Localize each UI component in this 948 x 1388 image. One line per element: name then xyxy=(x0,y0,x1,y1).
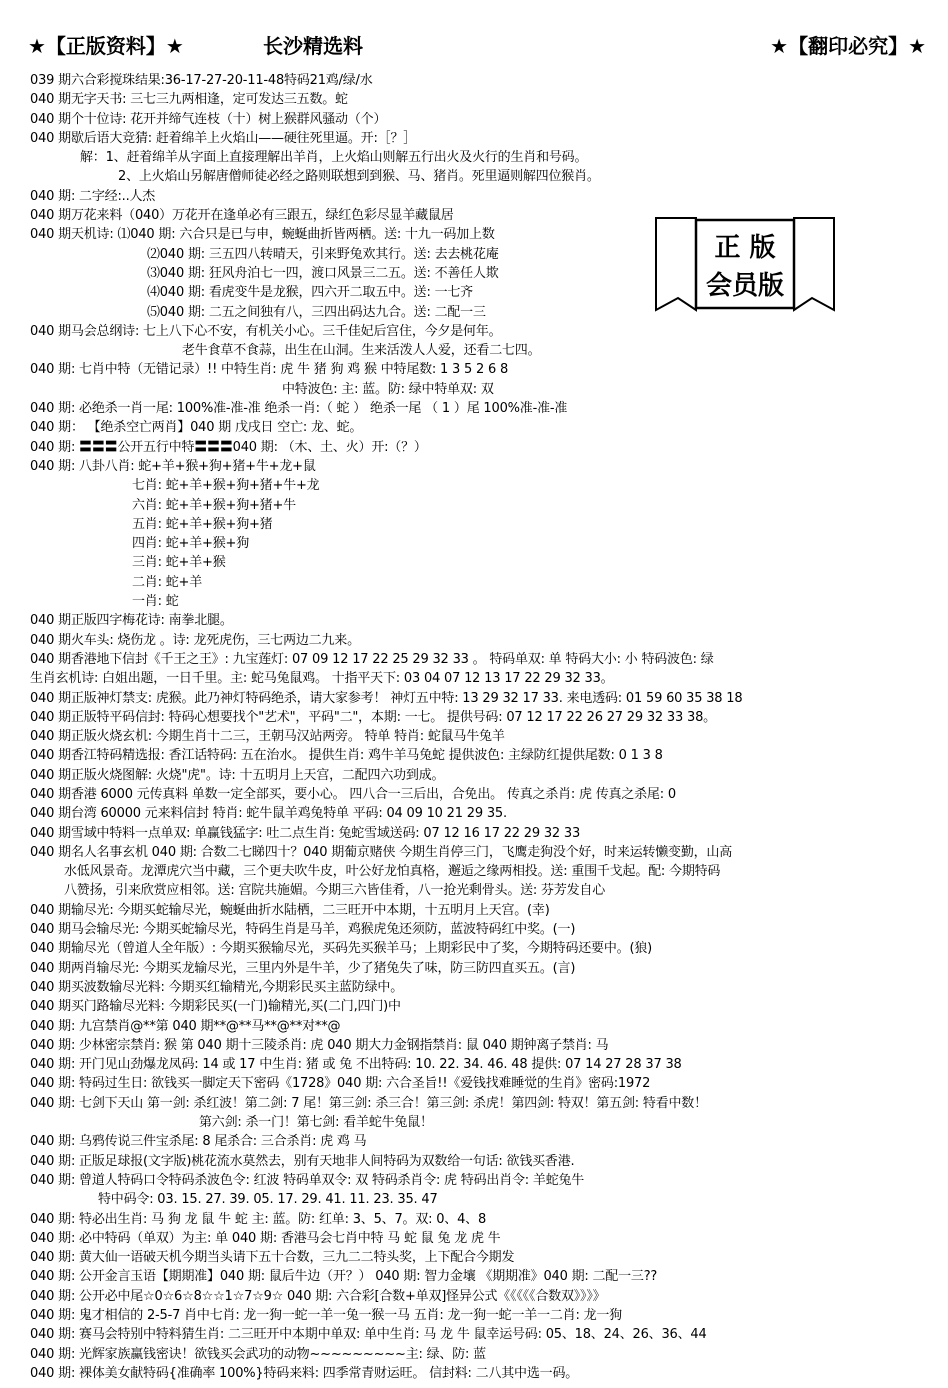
text-line: 040 期: 鬼才相信的 2-5-7 肖中七肖: 龙一狗一蛇一羊一兔一猴一马 五肖: 龙一狗一蛇一羊一二肖: 龙一狗 xyxy=(30,1308,622,1323)
text-line: 040 期: 少林密宗禁肖: 猴 第 040 期十三陵杀肖: 虎 040 期大力金钢指禁肖: 鼠 040 期钟离子禁肖: 马 xyxy=(30,1037,609,1053)
text-line: 040 期雪域中特料一点单双: 单赢钱猛字: 吐二点生肖: 兔蛇雪域送码: 07 12 16 17 22 29 32 33 xyxy=(30,825,581,841)
text-line: ⑵040 期: 三五四八转晴天，引来野兔欢其行。送: 去去桃花庵 xyxy=(147,246,499,262)
text-line: ⑷040 期: 看虎变牛是龙猴，四六开二取五中。送: 一七齐 xyxy=(147,285,473,301)
text-line: 040 期: 七剑下天山 第一剑: 杀红波！第二剑: 7 尾！第三剑: 杀三合！第三剑: 杀虎！第四剑: 特双！第五剑: 特看中数！ xyxy=(30,1095,707,1111)
text-line: 040 期: 黄大仙一语破天机今期当头请下五十合数，三九二二特头奖，上下配合今期发 xyxy=(30,1250,515,1266)
text-line: 中特波色: 主: 蓝。防: 绿中特单双: 双 xyxy=(282,381,494,397)
text-line: 040 期: 赛马会特别中特料猜生肖: 二三旺开中本期中单双: 单中生肖: 马 龙 牛 鼠幸运号码: 05、18、24、26、36、44 xyxy=(30,1327,707,1343)
text-line: 040 期名人名事玄机 040 期: 合数二七睇四十？040 期葡京赌侠 今期生肖停三门，飞鹰走狗没个好，时来运转懒变勤，山高 xyxy=(30,844,733,860)
text-line: 040 期正版火烧图解: 火烧"虎"。诗: 十五明月上天宫，二配四六功到成。 xyxy=(30,767,445,783)
text-line: 040 期: 开门见山劲爆龙凤码: 14 或 17 中生肖: 猪 或 兔 不出特码: 10. 22. 34. 46. 48 提供: 07 14 27 28 37 38 xyxy=(30,1057,682,1073)
banner-line1: 正 版 xyxy=(714,233,776,263)
text-line: 040 期无字天书: 三七三九两相逢，定可发达三五数。蛇 xyxy=(30,92,348,108)
text-line: 040 期： 【绝杀空亡两肖】040 期 戊戌日 空亡: 龙、蛇。 xyxy=(30,420,363,436)
text-line: 040 期香港 6000 元传真料 单数一定全部买，要小心。 四八合一三后出，合免出。 传真之杀肖: 虎 传真之杀尾: 0 xyxy=(30,786,676,802)
text-line: 解：1、赶着绵羊从字面上直接理解出羊肖，上火焰山则解五行出火及火行的生肖和号码。 xyxy=(80,150,588,166)
member-edition-banner xyxy=(650,210,840,318)
text-line: 040 期正版神灯禁支: 虎猴。此乃神灯特码绝杀，请大家参考！ 神灯五中特: 13 29 32 17 33. 来电透码: 01 59 60 35 38 18 xyxy=(30,690,743,706)
text-line: 040 期马会输尽光: 今期买蛇输尽光，特码生肖是马羊，鸡猴虎兔还须防，蓝波特码红中奖。(一) xyxy=(30,922,576,938)
text-line: 040 期马会总纲诗: 七上八下心不安，有机关小心。三千佳妃后宫住，今夕是何年。 xyxy=(30,323,502,339)
text-line: 040 期输尽光: 今期买蛇输尽光，蜿蜒曲折水陆栖，二三旺开中本期，十五明月上天宫。(幸) xyxy=(30,902,550,918)
text-line: 040 期: 特码过生日: 欲钱买一脚定天下密码《1728》040 期: 六合圣旨!!《爱钱找难睡觉的生肖》密码:1972 xyxy=(30,1076,651,1092)
text-line: ⑶040 期: 狂风舟泊七一四，渡口风景三二五。送: 不善任人欺 xyxy=(147,265,499,281)
text-line: 040 期香江特码精选报: 香江话特码: 五在治水。 提供生肖: 鸡牛羊马兔蛇 提供波色: 主绿防红提供尾数: 0 1 3 8 xyxy=(30,748,663,764)
text-line: 四肖: 蛇+羊+猴+狗 xyxy=(132,536,249,552)
page-header xyxy=(0,0,948,66)
text-line: 040 期: 裸体美女献特码{准确率 100%}特码来料: 四季常青财运旺。 信封料: 二八其中选一码。 xyxy=(30,1365,579,1381)
text-line: 六肖: 蛇+羊+猴+狗+猪+牛 xyxy=(132,497,296,513)
text-line: 040 期: 九宫禁肖@**第 040 期**@**马**@**对**@ xyxy=(30,1018,341,1034)
text-line: 040 期正版特平码信封: 特码心想要找个"艺术"，平码"二"，本期: 一七。 提供号码: 07 12 17 22 26 27 29 32 33 38。 xyxy=(30,709,716,725)
text-line: 040 期买波数输尽光料: 今期买红输精光,今期彩民买主蓝防绿中。 xyxy=(30,979,403,995)
header-left-label: ★【正版资料】★ xyxy=(28,34,184,58)
text-line: 040 期台湾 60000 元来料信封 特肖: 蛇牛鼠羊鸡兔特单 平码: 04 09 10 21 29 35. xyxy=(30,806,507,822)
text-line: 040 期歇后语大竞猜: 赶着绵羊上火焰山——硬往死里逼。开:［？］ xyxy=(30,130,417,146)
text-line: 040 期: 必绝杀一肖一尾: 100%准-准-准 绝杀一肖:（ 蛇 ） 绝杀一尾 （ 1 ）尾 100%准-准-准 xyxy=(30,401,568,417)
text-line: 040 期: 七肖中特（无错记录）!! 中特生肖: 虎 牛 猪 狗 鸡 猴 中特尾数: 1 3 5 2 6 8 xyxy=(30,362,509,378)
text-line: 二肖: 蛇+羊 xyxy=(132,574,203,590)
text-line: 040 期个十位诗: 花开并缔气连枝（十）树上猴群风骚动（个） xyxy=(30,111,387,127)
text-line: 040 期天机诗: ⑴040 期: 六合只是已与申，蜿蜒曲折皆两栖。送: 十九一码加上数 xyxy=(30,227,495,243)
text-line: 040 期: 曾道人特码口令特码杀波色令: 红波 特码单双令: 双 特码杀肖令: 虎 特码出肖令: 羊蛇兔牛 xyxy=(30,1172,585,1188)
text-line: 040 期买门路输尽光料: 今期彩民买(一门)输精光,买(二门,四门)中 xyxy=(30,999,401,1015)
text-line: 039 期六合彩搅珠结果:36-17-27-20-11-48特码21鸡/绿/水 xyxy=(30,73,373,88)
text-line: 040 期: 特必出生肖: 马 狗 龙 鼠 牛 蛇 主: 蓝。防: 红单: 3、5、7。双: 0、4、8 xyxy=(30,1211,487,1227)
text-line: 040 期火车头: 烧伤龙 。诗: 龙死虎伤，三七两边二九来。 xyxy=(30,632,360,648)
text-line: ⑸040 期: 二五之间独有八，三四出码达九合。送: 二配一三 xyxy=(147,304,486,320)
text-line: 040 期两肖输尽光: 今期买龙输尽光，三里内外是牛羊，少了猪兔失了味，防三防四直买五。(言) xyxy=(30,960,576,976)
text-line: 八赞扬，引来欣赏应相邻。送: 宫院共施媚。今期三六皆佳肴，八一抢光剩骨头。送: 芬芳发自心 xyxy=(64,883,606,899)
text-line: 040 期正版四字梅花诗: 南拳北腿。 xyxy=(30,613,233,629)
text-line: 三肖: 蛇+羊+猴 xyxy=(132,555,226,571)
text-line: 七肖: 蛇+羊+猴+狗+猪+牛+龙 xyxy=(132,478,320,494)
text-line: 生肖玄机诗: 白姐出题，一日千里。主: 蛇马兔鼠鸡。 十指平天下: 03 04 07 12 13 17 22 29 32 33。 xyxy=(30,671,614,687)
text-line: 040 期正版火烧玄机: 今期生肖十二三，王朝马汉站两旁。 特单 特肖: 蛇鼠马牛兔羊 xyxy=(30,729,505,745)
text-line: 040 期: 必中特码（单双）为主: 单 040 期: 香港马会七肖中特 马 蛇 鼠 兔 龙 虎 牛 xyxy=(30,1230,501,1246)
text-line: 040 期: 八卦八肖: 蛇+羊+猴+狗+猪+牛+龙+鼠 xyxy=(30,458,316,474)
header-right-label: ★【翻印必究】★ xyxy=(770,34,926,58)
page-title: 长沙精选料 xyxy=(263,34,363,58)
banner-ribbon xyxy=(656,218,696,310)
text-line: 040 期输尽光（曾道人全年版）: 今期买猴输尽光，买码先买猴羊马；上期彩民中了奖，今期特码还要中。(狼) xyxy=(30,941,653,957)
text-line: 040 期: 正版足球报(文字版)桃花流水莫然去，别有天地非人间特码为双数给一句话: 欲钱买香港. xyxy=(30,1153,575,1169)
text-line: 2、上火焰山另解唐僧师徒必经之路则联想到到猴、马、猪肖。死里逼则解四位猴肖。 xyxy=(118,169,600,185)
text-line: 040 期: 公开金言玉语【期期准】040 期: 鼠后牛边（开？） 040 期: 智力金壤 《期期准》040 期: 二配一三?? xyxy=(30,1269,658,1285)
text-line: 040 期: 乌鸦传说三件宝杀尾: 8 尾杀合: 三合杀肖: 虎 鸡 马 xyxy=(30,1134,367,1150)
text-line: 第六剑: 杀一门！第七剑: 看羊蛇牛兔鼠！ xyxy=(199,1115,433,1131)
banner-line2: 会员版 xyxy=(705,271,785,301)
text-line: 040 期: 〓〓〓公开五行中特〓〓〓040 期: （木、土、火）开:（？） xyxy=(30,439,427,455)
banner-ribbon xyxy=(794,218,834,310)
text-line: 040 期香港地下信封《千王之王》: 九宝莲灯: 07 09 12 17 22 25 29 32 33 。 特码单双: 单 特码大小: 小 特码波色: 绿 xyxy=(30,651,714,667)
text-line: 一肖: 蛇 xyxy=(132,594,179,610)
text-line: 040 期: 光辉家族赢钱密诀！欲钱买会武功的动物~~~~~~~~~主: 绿、防: 蓝 xyxy=(30,1346,486,1362)
text-line: 特中码令: 03. 15. 27. 39. 05. 17. 29. 41. 11. 23. 35. 47 xyxy=(98,1192,438,1208)
text-line: 040 期: 二字经:..人杰 xyxy=(30,188,156,204)
text-line: 040 期: 公开必中尾☆0☆6☆8☆☆1☆7☆9☆ 040 期: 六合彩[合数+单双]怪异公式《《《《《合数双》》》》 xyxy=(30,1288,606,1304)
text-line: 水低风景奇。龙潭虎穴当中藏，三个更夫吹牛皮，叶公好龙怕真格，邂逅之缘两相投。送: 重围千戈起。配: 今期特码 xyxy=(64,864,721,880)
text-line: 040 期万花来料（040）万花开在逢单必有三跟五，绿红色彩尽显羊藏鼠居 xyxy=(30,208,454,224)
text-line: 五肖: 蛇+羊+猴+狗+猪 xyxy=(132,516,273,532)
text-line: 老牛食草不食蒜，出生在山洞。生来活泼人人爱，还看二七四。 xyxy=(182,343,541,359)
